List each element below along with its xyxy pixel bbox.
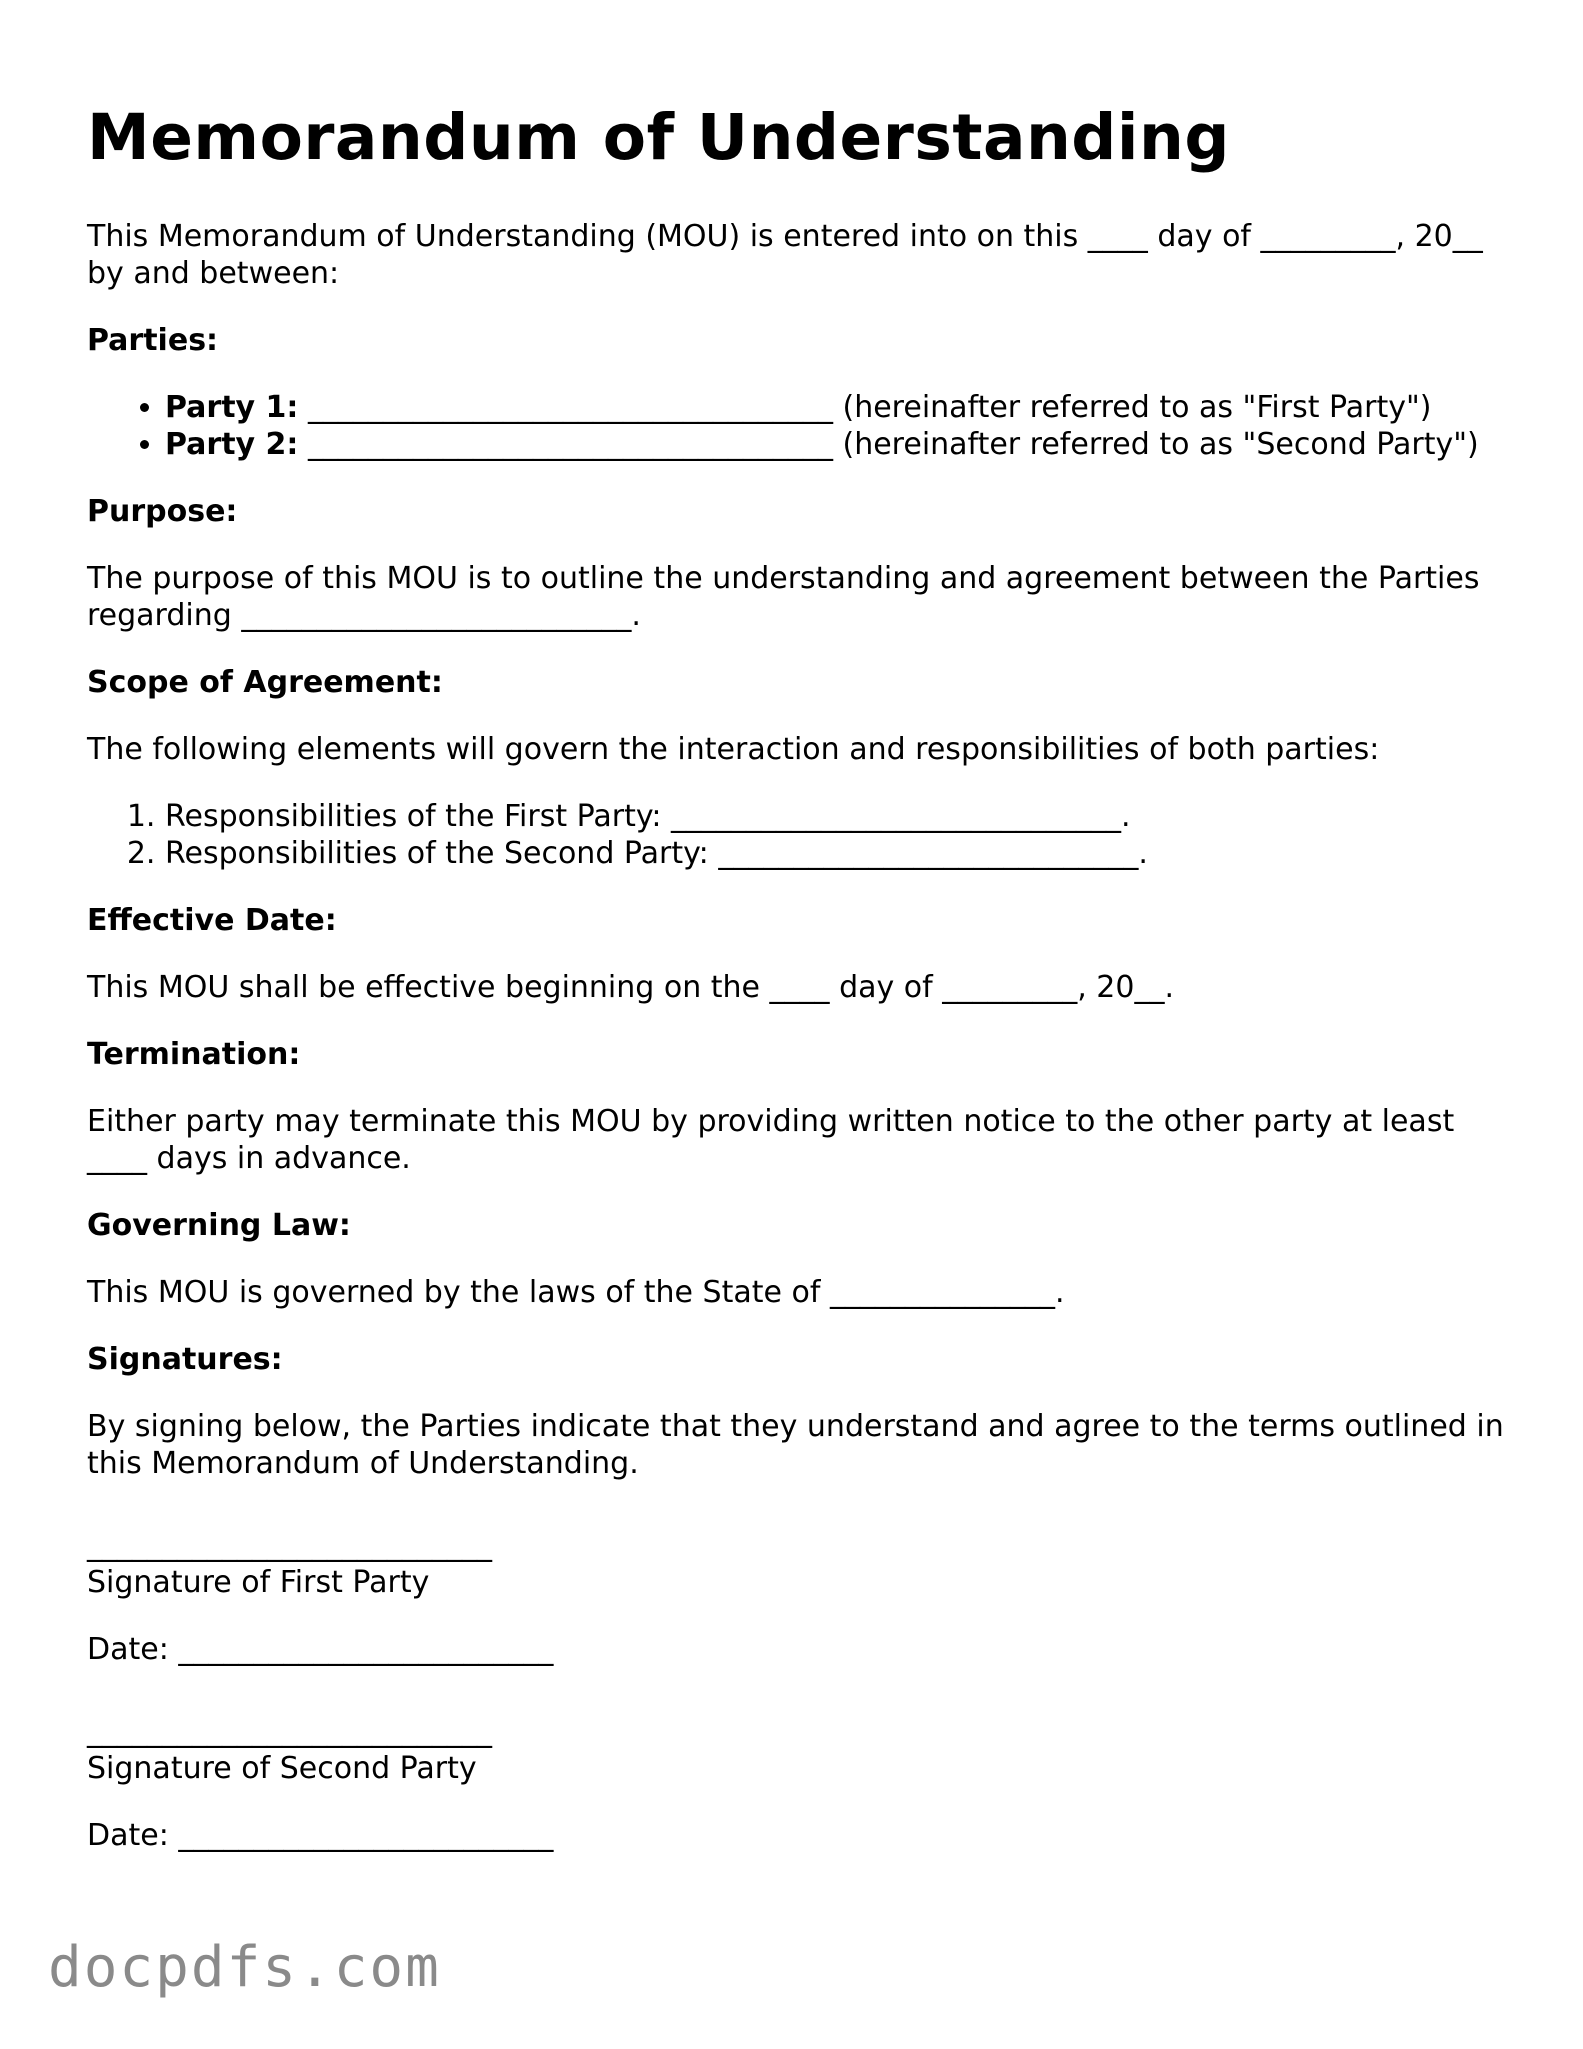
first-party-date-line: Date: _________________________: [87, 1631, 554, 1667]
scope-heading: Scope of Agreement:: [87, 664, 443, 700]
intro-paragraph: This Memorandum of Understanding (MOU) is entered into on this ____ day of _________, 20__ by and between:: [87, 218, 1483, 291]
scope-paragraph: The following elements will govern the interaction and responsibilities of both parties:: [87, 731, 1380, 767]
signatures-heading: Signatures:: [87, 1341, 283, 1377]
second-party-signature-caption: Signature of Second Party: [87, 1750, 477, 1786]
watermark: docpdfs.com: [48, 1935, 441, 2000]
first-party-signature-line: ___________________________: [87, 1527, 492, 1563]
second-party-signature-line: ___________________________: [87, 1713, 492, 1749]
document-title: Memorandum of Understanding: [87, 101, 1230, 174]
purpose-heading: Purpose:: [87, 493, 238, 529]
party-2-text: ___________________________________ (hereinafter referred to as "Second Party"): [298, 426, 1479, 462]
document-page: [87, 100, 1507, 1884]
effective-date-paragraph: This MOU shall be effective beginning on the ____ day of _________, 20__.: [87, 969, 1175, 1005]
termination-paragraph: Either party may terminate this MOU by providing written notice to the other party at least ____ days in advance.: [87, 1103, 1455, 1176]
first-party-signature-block: [87, 1527, 1507, 1668]
scope-item-second-party: 2. Responsibilities of the Second Party: ____________________________.: [165, 835, 1507, 872]
effective-date-heading: Effective Date:: [87, 902, 337, 938]
governing-law-heading: Governing Law:: [87, 1207, 351, 1243]
party-1-item: [165, 389, 1507, 426]
second-party-date-line: Date: _________________________: [87, 1817, 554, 1853]
party-1-text: ___________________________________ (hereinafter referred to as "First Party"): [298, 389, 1432, 425]
first-party-signature-caption: Signature of First Party: [87, 1564, 430, 1600]
purpose-paragraph: The purpose of this MOU is to outline the understanding and agreement between the Parties regarding __________________________.: [87, 560, 1480, 633]
second-party-signature-block: [87, 1713, 1507, 1854]
party-2-label: Party 2:: [165, 426, 299, 462]
termination-heading: Termination:: [87, 1036, 301, 1072]
governing-law-paragraph: This MOU is governed by the laws of the State of _______________.: [87, 1274, 1065, 1310]
scope-list: [87, 798, 1507, 872]
parties-heading: Parties:: [87, 322, 219, 358]
parties-list: [87, 389, 1507, 463]
party-1-label: Party 1:: [165, 389, 299, 425]
party-2-item: [165, 426, 1507, 463]
signatures-paragraph: By signing below, the Parties indicate that they understand and agree to the terms outlined in this Memorandum of Understanding.: [87, 1408, 1504, 1481]
scope-item-first-party: 1. Responsibilities of the First Party: ______________________________.: [165, 798, 1507, 835]
